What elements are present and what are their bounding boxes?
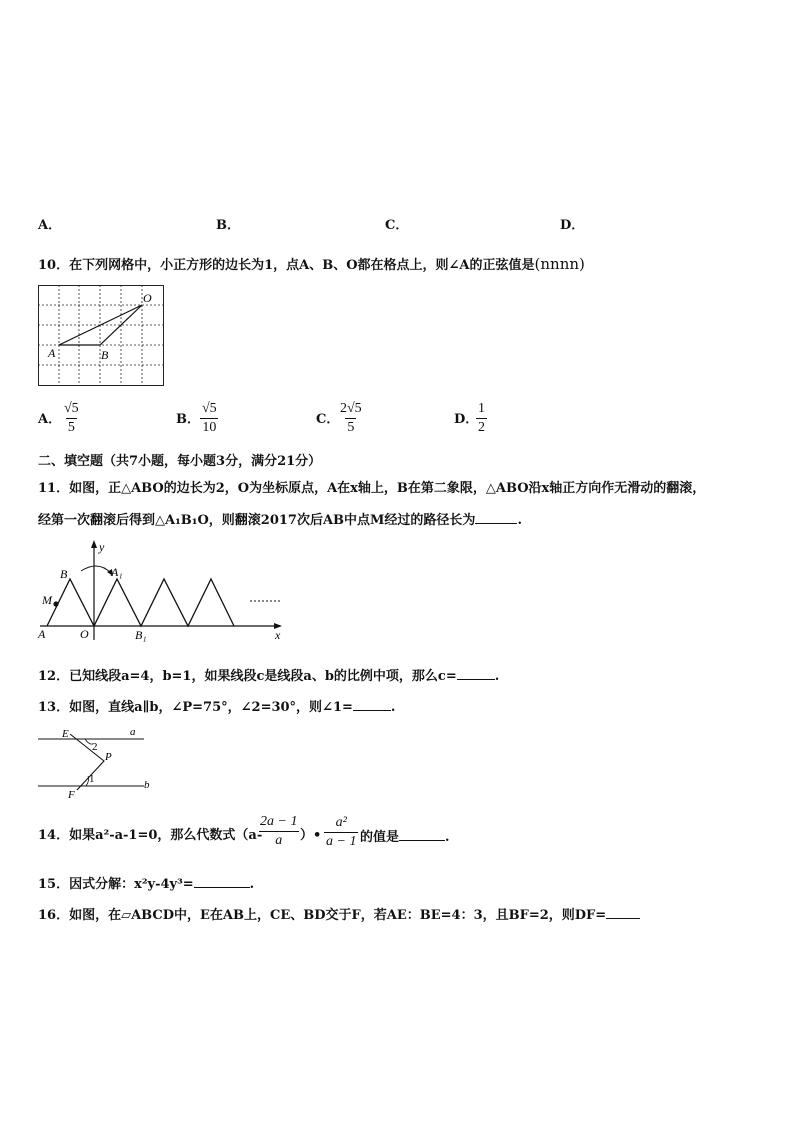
triangle-path [47, 579, 234, 626]
label-b: B [101, 348, 109, 362]
label-b: b [144, 779, 150, 791]
label-a1: A₁ [111, 565, 123, 579]
broken-line-epf [70, 734, 104, 790]
label-a: a [130, 726, 136, 738]
q10-option-c-value: $\frac{2√5}{5}$ [340, 401, 362, 435]
label-b1: B₁ [135, 628, 147, 642]
label-m: M [42, 593, 52, 607]
q13-parallel-lines-figure [36, 722, 156, 800]
q10-option-d: D． [454, 412, 479, 427]
q14-fraction-2: $\frac{\text{a²}}{a - 1}$ [326, 815, 357, 849]
q10-option-a-value: $\frac{√5}{5}$ [64, 401, 79, 435]
section-heading: 二、填空题（共7小题，每小题3分，满分21分） [38, 454, 322, 469]
q15-text: 15．因式分解：x²y-4y³= . [38, 877, 255, 892]
q10-option-a: A． [38, 412, 62, 427]
label-a: A [38, 627, 46, 641]
q16-text: 16．如图，在▱ABCD中，E在AB上，CE、BD交于F，若AE：BE=4：3，且BF=2，则DF= [38, 906, 640, 924]
q13-answer-blank [353, 698, 391, 711]
q12-text: 12．已知线段a=4，b=1，如果线段c是线段a、b的比例中项，那么c= . [38, 669, 500, 684]
q11-answer-blank [475, 511, 517, 524]
q10-option-c: C． [316, 412, 340, 427]
q14-fraction-1: $\frac{2a - 1}{a}$ [260, 814, 298, 848]
label-b: B [60, 567, 68, 581]
q14-answer-blank [399, 828, 445, 841]
label-y: y [99, 540, 105, 554]
label-2: 2 [92, 741, 98, 753]
q10-grid-figure [38, 285, 164, 386]
q9-option-a: A． [38, 218, 62, 233]
label-x: x [275, 628, 281, 642]
q10-option-b-value: $\frac{√5}{10}$ [202, 401, 217, 435]
q11-line2: 经第一次翻滚后得到△A₁B₁O，则翻滚2017次后AB中点M经过的路径长为 . [38, 513, 522, 528]
q10-option-b: B． [176, 412, 200, 427]
q11-line1: 11．如图，正△ABO的边长为2，O为坐标原点，A在x轴上，B在第二象限，△ABO沿x轴正方向作无滑动的翻滚， [38, 481, 706, 496]
q9-option-d: D． [560, 218, 585, 233]
q15-answer-blank [194, 875, 250, 888]
point-m [53, 601, 58, 606]
q14-prefix: 14．如果a²-a-1=0，那么代数式（a- [38, 828, 263, 843]
q14-suffix: 的值是 . [360, 830, 450, 845]
label-1: 1 [89, 773, 95, 785]
q10-stem: 10．在下列网格中，小正方形的边长为1，点A、B、O都在格点上，则∠A的正弦值是(nnnn) [38, 255, 585, 273]
q10-option-d-value: $\frac{1}{2}$ [478, 401, 485, 435]
q13-text: 13．如图，直线a∥b，∠P=75°，∠2=30°，则∠1= . [38, 700, 396, 715]
q10-answer-paren: (nnnn) [534, 255, 585, 273]
q14-mid: ）• [300, 828, 322, 843]
q11-rolling-triangle-figure [36, 538, 288, 644]
roll-arrow [81, 566, 111, 573]
q9-option-c: C． [385, 218, 409, 233]
label-e: E [62, 728, 69, 740]
label-f: F [68, 789, 75, 800]
q16-answer-blank [606, 906, 640, 919]
q12-answer-blank [457, 667, 495, 680]
q9-option-b: B． [216, 218, 240, 233]
label-p: P [105, 751, 112, 763]
label-a: A [48, 346, 56, 360]
label-o: O [143, 291, 152, 305]
label-o: O [80, 627, 89, 641]
